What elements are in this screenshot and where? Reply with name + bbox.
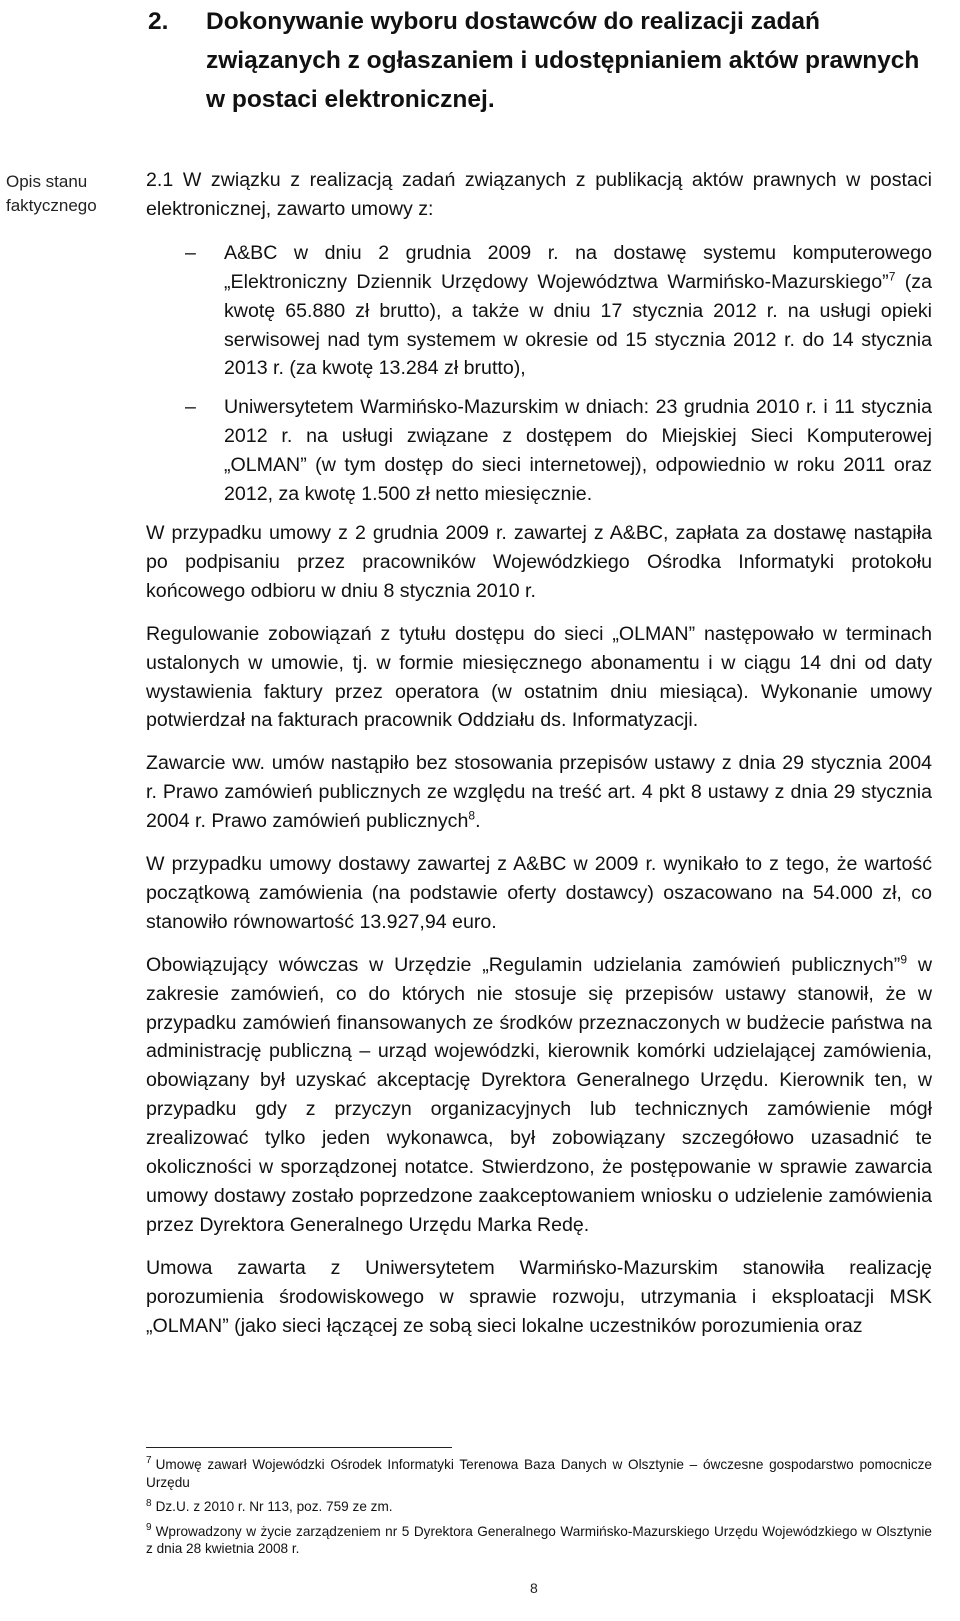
intro-paragraph: 2.1 W związku z realizacją zadań związanych z publikacją aktów prawnych w postaci elektronicznej, zawarto umowy z: xyxy=(146,169,932,220)
paragraph-university-agreement: Umowa zawarta z Uniwersytetem Warmińsko-Mazurskim stanowiła realizację porozumienia środowiskowego w sprawie rozwoju, utrzymania i eksploatacji MSK „OLMAN” (jako sieci łączącej ze sobą sieci lokalne uczestników porozumienia oraz xyxy=(146,1256,932,1337)
footnote-ref: 8 xyxy=(468,808,476,823)
section-number: 2. xyxy=(148,8,169,35)
paragraph-legal-basis xyxy=(146,749,932,836)
footnote xyxy=(146,1456,932,1491)
body-text xyxy=(146,166,932,1341)
paragraph-regulation xyxy=(146,951,932,1240)
paragraph-legal-basis-text: Zawarcie ww. umów nastąpiło bez stosowania przepisów ustawy z dnia 29 stycznia 2004 r. Prawo zamówień publicznych ze względu na treść art. 4 pkt 8 ustawy z dnia 29 stycznia 2004 r. Prawo zamówień publicznych xyxy=(146,752,932,833)
list-dash: – xyxy=(185,396,196,419)
list-dash: – xyxy=(185,241,196,264)
paragraph-regulation-text: Obowiązujący wówczas w Urzędzie „Regulamin udzielania zamówień publicznych” xyxy=(146,953,901,976)
section-title: Dokonywanie wyboru dostawców do realizacji zadań związanych z ogłaszaniem i udostępnianiem aktów prawnych w postaci elektronicznej. xyxy=(206,8,920,113)
footnote-ref: 7 xyxy=(888,269,896,284)
list-item xyxy=(146,393,932,509)
paragraph-regulation-cont: w zakresie zamówień, co do których nie stosuje się przepisów ustawy stanowił, że w przypadku zamówień finansowanych ze środków przeznaczonych w budżecie państwa na administrację publiczną – urząd wojewódzki, kierownik komórki udzielającej zamówienia, obowiązany był uzyskać akceptację Dyrektora Generalnego Urzędu. Kierownik ten, w przypadku gdy z przyczyn organizacyjnych lub technicznych zamówienie mógł zrealizować tylko jeden wykonawca, był zobowiązany szczegółowo uzasadnić te okoliczności w sporządzonej notatce. Stwierdzono, że postępowanie w sprawie zawarcia umowy dostawy zostało poprzedzone zaakceptowaniem wniosku o udzielenie zamówienia przez Dyrektora Generalnego Urzędu Marka Redę. xyxy=(146,953,933,1236)
list-item xyxy=(146,239,932,384)
footnote-mark: 8 xyxy=(146,1497,152,1509)
footnote-text: Wprowadzony w życie zarządzeniem nr 5 Dyrektora Generalnego Warmińsko-Mazurskiego Urzędu Wojewódzkiego w Olsztynie z dnia 28 kwietnia 2008 r. xyxy=(146,1523,932,1557)
footnote-mark: 9 xyxy=(146,1522,152,1534)
footnote-ref: 9 xyxy=(900,952,908,967)
footnotes xyxy=(146,1456,932,1565)
paragraph-payment: W przypadku umowy z 2 grudnia 2009 r. zawartej z A&BC, zapłata za dostawę nastąpiła po podpisaniu przez pracowników Wojewódzkiego Ośrodka Informatyki protokołu końcowego odbioru w dniu 8 stycznia 2010 r. xyxy=(146,521,932,602)
footnote-text: Umowę zawarł Wojewódzki Ośrodek Informatyki Terenowa Baza Danych w Olsztynie – ówczesne gospodarstwo pomocnicze Urzędu xyxy=(146,1457,932,1490)
footnote-text: Dz.U. z 2010 r. Nr 113, poz. 759 ze zm. xyxy=(155,1499,393,1515)
paragraph-olman-payments: Regulowanie zobowiązań z tytułu dostępu do sieci „OLMAN” następowało w terminach ustalonych w umowie, tj. w formie miesięcznego abonamentu i w ciągu 14 dni od daty wystawienia faktury przez operatora (w ostatnim dniu miesiąca). Wykonanie umowy potwierdzał na fakturach pracownik Oddziału ds. Informatyzacji. xyxy=(146,622,932,732)
margin-label: Opis stanu faktycznego xyxy=(6,172,97,215)
paragraph-valuation: W przypadku umowy dostawy zawartej z A&BC w 2009 r. wynikało to z tego, że wartość początkową zamówienia (na podstawie oferty dostawcy) oszacowano na 54.000 zł, co stanowiło równowartość 13.927,94 euro. xyxy=(146,853,932,933)
footnote xyxy=(146,1523,932,1558)
footnote xyxy=(146,1498,932,1516)
paragraph-legal-basis-end: . xyxy=(475,810,481,833)
footnote-separator xyxy=(146,1447,452,1448)
contract-list xyxy=(146,239,932,509)
section-heading xyxy=(148,2,938,119)
page-number: 8 xyxy=(530,1580,538,1596)
list-item-text-cont: (za kwotę 65.880 zł brutto), a także w dniu 17 stycznia 2012 r. na usługi opieki serwisowej nad tym systemem w okresie od 15 stycznia 2012 r. do 14 stycznia 2013 r. (za kwotę 13.284 zł brutto), xyxy=(224,270,933,380)
list-item-text: A&BC w dniu 2 grudnia 2009 r. na dostawę systemu komputerowego „Elektroniczny Dziennik Urzędowy Województwa Warmińsko-Mazurskiego” xyxy=(224,241,932,293)
list-item-text: Uniwersytetem Warmińsko-Mazurskim w dniach: 23 grudnia 2010 r. i 11 stycznia 2012 r. na usługi związane z dostępem do Miejskiej Sieci Komputerowej „OLMAN” (w tym dostęp do sieci internetowej), odpowiednio w roku 2011 oraz 2012, za kwotę 1.500 zł netto miesięcznie. xyxy=(224,396,932,506)
footnote-mark: 7 xyxy=(146,1455,152,1467)
